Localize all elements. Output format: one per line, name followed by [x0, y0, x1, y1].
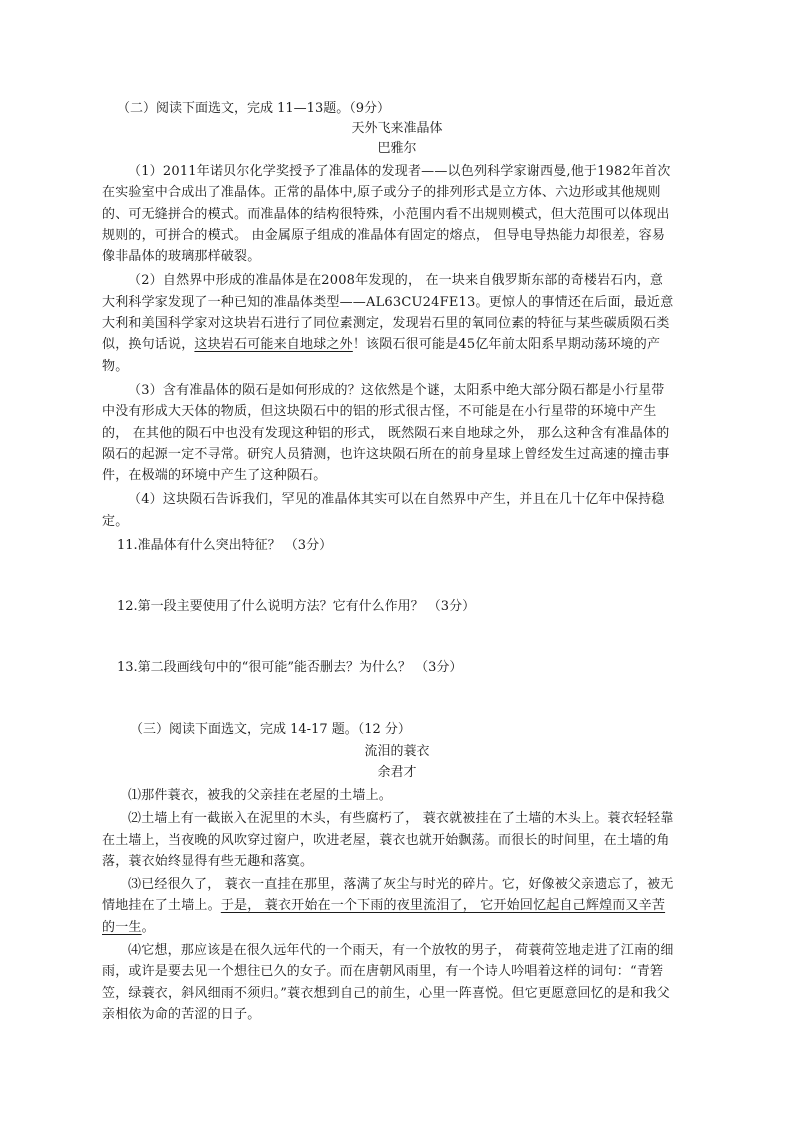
question-11: 11.准晶体有什么突出特征？ （3分） [117, 538, 333, 553]
part3-paragraph-3 [102, 874, 676, 938]
part2-author: 巴雅尔 [377, 141, 417, 156]
part2-article [102, 161, 676, 532]
part3-title: 流泪的蓑衣 [364, 744, 430, 759]
part2-paragraph-1: （1）2011年诺贝尔化学奖授予了准晶体的发现者——以色列科学家谢西曼,他于1982年首次在实验室中合成出了准晶体。正常的晶体中,原子或分子的排列形式是立方体、六边形或其他规则的、可无缝拼合的模式。而准晶体的结构很特殊，小范围内看不出规则模式，但大范围可以体现出规则的，可拼合的模式。 由金属原子组成的准晶体有固定的熔点， 但导电导热能力却很差，容易像非晶体的玻璃那样破裂。 [102, 164, 671, 265]
part2-paragraph-2-start: （2）自然界中形成的准晶体是在2008年发现的， 在一块来自俄罗斯东部的奇楼岩石内，意大利科学家发现了一种已知的准晶体类型——AL63CU24FE13。更惊人的事情还在后面，最近意大利和美国科学家对这块岩石进行了同位素测定，发现岩石里的氧同位素的特征与某些碳质陨石类似，换句话说， [102, 273, 674, 353]
part2-title: 天外飞来准晶体 [351, 121, 443, 136]
part2-paragraph-2 [102, 270, 676, 376]
part3-paragraph-1: ⑴那件蓑衣，被我的父亲挂在老屋的土墙上。 [128, 788, 393, 803]
underlined-sentence: 于是， 蓑衣开始在一个下雨的夜里流泪了， 它开始回忆起自己辉煌而又辛苦的一生 [102, 898, 666, 935]
part3-article [102, 785, 676, 1025]
part2-paragraph-2-end: ！该陨石很可能是45亿年前太阳系早期动荡环境的产物。 [102, 337, 661, 374]
part3-paragraph-4: ⑷它想，那应该是在很久远年代的一个雨天，有一个放牧的男子， 荷蓑荷笠地走进了江南的细雨，或许是要去见一个想往已久的女子。而在唐朝风雨里，有一个诗人吟唱着这样的词句：“青箬笠，绿蓑衣，斜风细雨不须归。”蓑衣想到自己的前生，心里一阵喜悦。但它更愿意回忆的是和我父亲相依为命的苦涩的日子。 [102, 943, 674, 1022]
question-12: 12.第一段主要使用了什么说明方法？它有什么作用？ （3分） [117, 599, 476, 614]
part2-paragraph-3: （3）含有准晶体的陨石是如何形成的？这依然是个谜，太阳系中绝大部分陨石都是小行星带中没有形成大天体的物质，但这块陨石中的铝的形式很古怪，不可能是在小行星带的环境中产生的， 在其他的陨石中也没有发现这种铝的形式， 既然陨石来自地球之外， 那么这种含有准晶体的陨石的起源一定不寻常。研究人员猜测，也许这块陨石所在的前身星球上曾经发生过高速的撞击事件，在极端的环境中产生了这种陨石。 [102, 382, 670, 484]
part2-heading: （二）阅读下面选文，完成 11—13题。（9分） [117, 101, 390, 116]
part3-author: 余君才 [377, 765, 417, 780]
underlined-sentence: 这块岩石可能来自地球之外 [194, 337, 353, 353]
part2-paragraph-4: （4）这块陨石告诉我们，罕见的准晶体其实可以在自然界中产生，并且在几十亿年中保持稳定。 [102, 492, 665, 529]
part3-paragraph-3-start: ⑶已经很久了， 蓑衣一直挂在那里，落满了灰尘与时光的碎片。它，好像被父亲遗忘了，被无情地挂在了土墙上。 [102, 877, 674, 914]
question-13: 13.第二段画线句中的“很可能”能否删去？为什么？ （3分） [117, 660, 463, 675]
part3-paragraph-3-end: 。 [141, 919, 155, 935]
part3-paragraph-2: ⑵土墙上有一截嵌入在泥里的木头，有些腐朽了， 蓑衣就被挂在了土墙的木头上。蓑衣轻轻靠在土墙上，当夜晚的风吹穿过窗户，吹进老屋，蓑衣也就开始飘荡。而很长的时间里，在土墙的角落，蓑衣始终显得有些无趣和落寞。 [102, 811, 674, 869]
part3-heading: （三）阅读下面选文，完成 14-17 题。（12 分） [130, 722, 411, 737]
